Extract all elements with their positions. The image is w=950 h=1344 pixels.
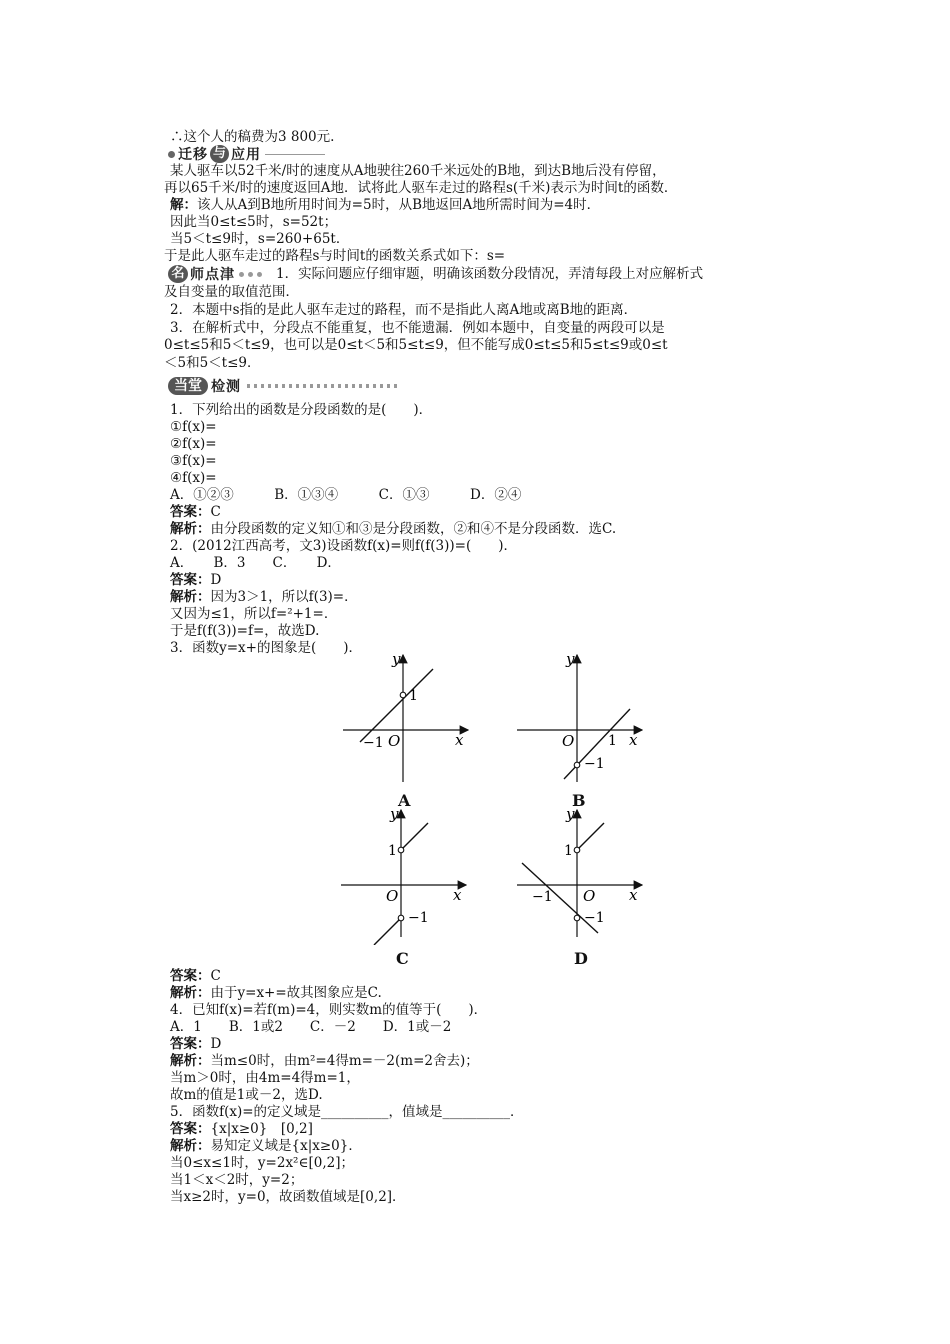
tick-label: −1 [408,910,429,926]
graph-c-svg [336,805,476,945]
graph-c [336,805,476,945]
answer-value: C [210,504,221,520]
text-line: 5．函数f(x)=的定义域是__________，值域是__________． [170,1104,524,1120]
tick-label: −1 [532,889,553,905]
x-label: x [629,731,638,749]
text-span: 当m≤0时，由m²=4得m=－2(m=2舍去)； [210,1053,479,1069]
answer-value: C [210,968,221,984]
text-line: 当5＜t≤9时，s=260+65t． [170,231,350,247]
label-jie: 解： [170,197,197,213]
label-answer: 答案： [170,1121,211,1137]
x-label: x [629,886,638,904]
text-span: 由于y=x+=故其图象应是C. [210,985,382,1001]
tick-label: 1 [608,733,617,749]
text-line [170,1138,362,1154]
section-banner-mingshi [168,264,262,284]
text-line [170,197,600,213]
text-line: ＜5和5＜t≤9． [164,355,261,371]
graph-line [401,823,428,850]
text-line: ∴这个人的稿费为3 800元. [170,129,335,145]
text-line: 及自变量的取值范围． [164,284,299,300]
open-point [398,847,404,853]
graph-caption-b: B [572,791,586,810]
bead-icon [239,272,244,277]
origin-label: O [583,887,596,905]
text-line: 1．下列给出的函数是分段函数的是( )． [170,402,433,418]
text-line: A．①②③ B．①③④ C．①③ D．②④ [170,487,522,503]
banner-text: 迁移 [178,147,208,163]
text-line: ②f(x)= [170,436,217,452]
open-point [400,692,406,698]
y-label: y [566,805,575,823]
text-line [170,572,221,588]
label-analysis: 解析： [170,521,211,537]
bead-icon [257,272,262,277]
origin-label: O [388,732,401,750]
text-line: 当x≥2时，y=0，故函数值域是[0,2]． [170,1189,406,1205]
graph-a [338,650,478,790]
open-point [574,915,580,921]
graph-caption-d: D [574,949,588,968]
graph-line [374,918,401,945]
dotted-rule [247,384,397,388]
text-line [170,589,358,605]
text-line [170,521,616,537]
text-line [170,504,221,520]
text-line: 某人驱车以52千米/时的速度从A地驶往260千米远处的B地，到达B地后没有停留， [170,163,666,179]
banner-chip: 当堂 [168,377,208,395]
bullet-icon [168,151,175,158]
text-line: 2．(2012江西高考，文3)设函数f(x)=则f(f(3))=( )． [170,538,518,554]
answer-value: {x|x≥0} [0,2] [210,1121,313,1137]
text-line: ③f(x)= [170,453,217,469]
text-line: 4．已知f(x)=若f(m)=4，则实数m的值等于( )． [170,1002,488,1018]
section-banner-dangtang [168,376,397,396]
text-line: 3．在解析式中，分段点不能重复，也不能遗漏．例如本题中，自变量的两段可以是 [170,320,665,336]
x-label: x [453,886,462,904]
text-line: A．1 B．1或2 C．－2 D．1或－2 [170,1019,452,1035]
banner-text: 师点津 [190,267,235,283]
tick-label: 1 [388,843,397,859]
label-analysis: 解析： [170,985,211,1001]
origin-label: O [386,887,399,905]
label-analysis: 解析： [170,1138,211,1154]
text-line: 3．函数y=x+的图象是( )． [170,640,362,656]
text-line: 0≤t≤5和5＜t≤9，也可以是0≤t＜5和5≤t≤9，但不能写成0≤t≤5和5≤t≤9或0≤t [164,337,668,353]
banner-chip: 与 [210,145,229,163]
open-point [398,915,404,921]
graph-caption-c: C [396,949,409,968]
text-line: 于是此人驱车走过的路程s与时间t的函数关系式如下：s= [164,248,506,264]
text-line: 当0≤x≤1时，y=2x²∈[0,2]； [170,1155,354,1171]
tick-label: −1 [584,910,605,926]
graph-d [512,805,652,945]
graph-a-svg [338,650,478,790]
label-answer: 答案： [170,1036,211,1052]
label-analysis: 解析： [170,589,211,605]
label-answer: 答案： [170,572,211,588]
origin-label: O [562,732,575,750]
bead-icon [248,272,253,277]
text-line: 2．本题中s指的是此人驱车走过的路程，而不是指此人离A地或离B地的距离． [170,302,638,318]
text-line: 又因为≤1，所以f=²+1=． [170,606,338,622]
section-banner-qianyi [168,144,325,164]
text-line: 因此当0≤t≤5时，s=52t； [170,214,338,230]
text-span: 该人从A到B地所用时间为=5时，从B地返回A地所需时间为=4时． [197,197,601,213]
text-span: 易知定义域是{x|x≥0}． [210,1138,362,1154]
banner-text: 应用 [231,147,262,163]
text-line: ④f(x)= [170,470,217,486]
text-line: 故m的值是1或－2，选D. [170,1087,323,1103]
open-point [574,762,580,768]
tick-label: 1 [564,843,573,859]
y-label: y [392,650,401,668]
x-label: x [455,731,464,749]
text-span: 因为3＞1，所以f(3)=． [210,589,358,605]
y-label: y [390,805,399,823]
label-analysis: 解析： [170,1053,211,1069]
answer-value: D [210,572,222,588]
tick-label: 1 [409,688,418,704]
text-line [170,1053,479,1069]
text-line [170,985,382,1001]
label-answer: 答案： [170,504,211,520]
text-line: A． B．3 C． D． [170,555,341,571]
label-answer: 答案： [170,968,211,984]
text-line [170,968,221,984]
banner-rule [265,154,325,155]
graph-caption-a: A [398,791,411,810]
text-line: 再以65千米/时的速度返回A地．试将此人驱车走过的路程s(千米)表示为时间t的函数． [164,180,678,196]
banner-text: 检测 [211,379,241,395]
text-line: 当m＞0时，由4m=4得m=1， [170,1070,360,1086]
text-line: 1．实际问题应仔细审题，明确该函数分段情况，弄清每段上对应解析式 [276,266,704,282]
graph-line [577,823,604,850]
text-span: 由分段函数的定义知①和③是分段函数，②和④不是分段函数．选C. [210,521,617,537]
graph-b-svg [512,650,652,790]
graph-b [512,650,652,790]
open-point [574,847,580,853]
banner-chip: 名 [168,265,188,283]
text-line: ①f(x)= [170,419,217,435]
answer-value: D [210,1036,222,1052]
tick-label: −1 [363,735,384,751]
y-label: y [566,650,575,668]
text-line: 于是f(f(3))=f=，故选D. [170,623,320,639]
text-line: 当1＜x＜2时，y=2； [170,1172,304,1188]
graph-d-svg [512,805,652,945]
text-line [170,1036,221,1052]
text-line [170,1121,313,1137]
tick-label: −1 [584,756,605,772]
